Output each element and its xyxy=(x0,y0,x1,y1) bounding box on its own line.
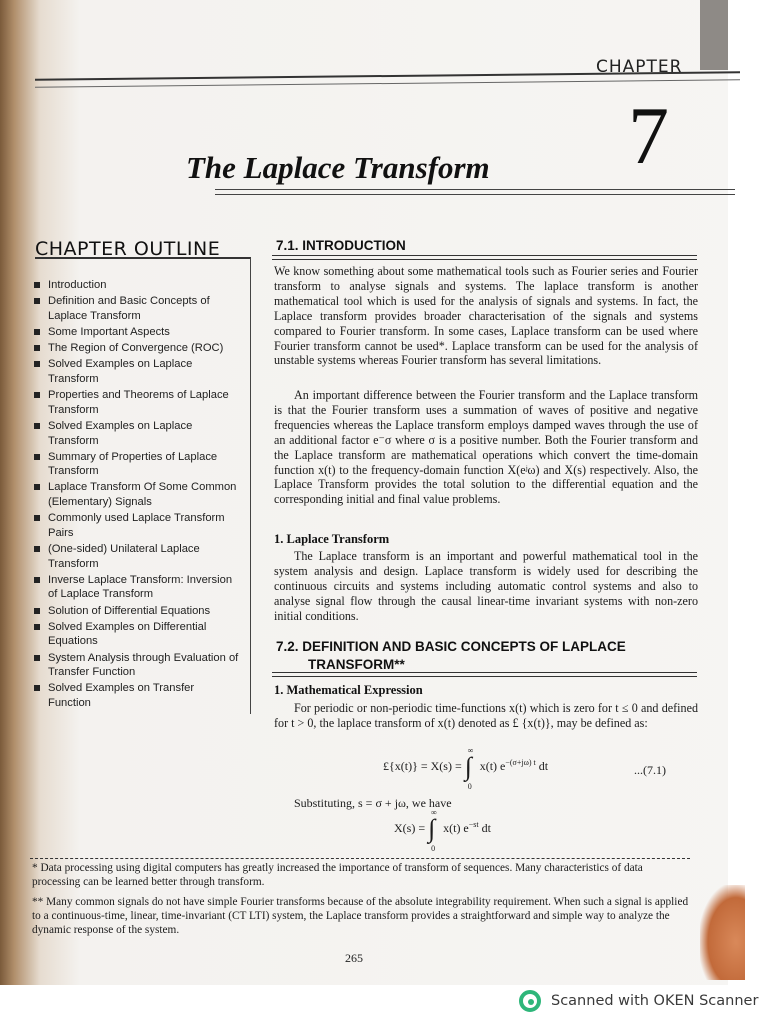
eq1-exponent: −(σ+jω) t xyxy=(505,757,536,767)
intro-paragraph-2: An important difference between the Fourier transform and the Laplace transform is that the Fourier transform uses a summation of waves of positive and negative frequencies whereas the Laplace transform employs damped waves through the use of an additional factor e⁻σ where σ is a positive number. Both the Fourier transform and the Laplace transform are mathematical operations which convert the time-domain function x(t) to the frequency-domain function X(eʲω) and X(s) respectively. Also, the Laplace Transform provides the total solution to the differential equation and the corresponding initial and final value problems. xyxy=(274,388,698,507)
subheading-laplace-transform: 1. Laplace Transform xyxy=(274,532,390,546)
thumb-shadow xyxy=(700,885,745,980)
outline-item-label: Properties and Theorems of Laplace Transform xyxy=(48,389,229,416)
square-bullet-icon xyxy=(34,577,40,583)
square-bullet-icon xyxy=(34,515,40,521)
upper-limit: ∞ xyxy=(467,746,474,755)
eq2-rhs: x(t) e xyxy=(443,820,469,835)
outline-item xyxy=(34,278,239,293)
square-bullet-icon xyxy=(34,282,40,288)
footnote-1: * Data processing using digital computers has greatly increased the importance of transform of sequences. Many characteristics of data processing can be learned better through transform. xyxy=(32,862,643,888)
outline-item xyxy=(34,604,239,619)
square-bullet-icon xyxy=(34,329,40,335)
eq1-dt: dt xyxy=(535,758,549,773)
scanner-logo-icon xyxy=(519,990,541,1012)
equation-7-1 xyxy=(383,746,549,791)
section-heading-definition: 7.2. DEFINITION AND BASIC CONCEPTS OF LAPLACE xyxy=(276,639,626,654)
lower-limit: 0 xyxy=(467,782,472,791)
lower-limit: 0 xyxy=(431,844,436,853)
square-bullet-icon xyxy=(34,298,40,304)
page-number: 265 xyxy=(345,951,363,965)
square-bullet-icon xyxy=(34,392,40,398)
outline-item xyxy=(34,294,239,323)
outline-item-label: Solved Examples on Differential Equations xyxy=(48,620,207,648)
outline-item-label: System Analysis through Evaluation of Transfer Function xyxy=(48,651,239,679)
outline-item xyxy=(34,450,239,479)
square-bullet-icon xyxy=(34,624,40,630)
outline-item-label: Solved Examples on Laplace Transform xyxy=(48,358,193,385)
outline-item xyxy=(34,325,239,340)
eq2-exponent: −st xyxy=(468,819,479,829)
outline-item-label: Laplace Transform Of Some Common (Elementary) Signals xyxy=(48,481,237,509)
outline-item xyxy=(34,620,239,649)
title-rule xyxy=(215,189,735,195)
section-heading-intro: 7.1. INTRODUCTION xyxy=(276,238,406,253)
chapter-number: 7 xyxy=(628,90,669,181)
square-bullet-icon xyxy=(34,484,40,490)
square-bullet-icon xyxy=(34,454,40,460)
square-bullet-icon xyxy=(34,685,40,691)
outline-item-label: Some Important Aspects xyxy=(48,325,170,338)
eq2-dt: dt xyxy=(478,820,491,835)
chapter-label: CHAPTER xyxy=(596,57,683,77)
integral-sign: ∫ ∞ 0 xyxy=(464,746,474,791)
outline-list xyxy=(34,278,239,712)
outline-item xyxy=(34,341,239,356)
outline-item-label: Inverse Laplace Transform: Inversion of Laplace Transform xyxy=(48,573,233,601)
square-bullet-icon xyxy=(34,345,40,351)
eq1-rhs: x(t) e xyxy=(479,758,506,773)
section-heading-definition-cont: TRANSFORM** xyxy=(308,657,405,672)
outline-item-label: The Region of Convergence (ROC) xyxy=(48,342,224,355)
outline-item xyxy=(34,419,239,448)
outline-item-label: Solved Examples on Transfer Function xyxy=(48,682,195,709)
outline-title: CHAPTER OUTLINE xyxy=(35,238,221,260)
square-bullet-icon xyxy=(34,423,40,429)
square-bullet-icon xyxy=(34,655,40,661)
section-rule xyxy=(272,672,697,677)
substituting-text: Substituting, s = σ + jω, we have xyxy=(294,796,452,810)
outline-item-label: Commonly used Laplace Transform Pairs xyxy=(48,512,225,539)
subheading-math-expression: 1. Mathematical Expression xyxy=(274,683,423,697)
section-rule xyxy=(272,255,697,260)
scanner-watermark xyxy=(519,990,758,1012)
outline-item-label: Solved Examples on Laplace Transform xyxy=(48,419,193,447)
outline-item-label: Solution of Differential Equations xyxy=(48,604,211,617)
square-bullet-icon xyxy=(34,361,40,367)
page-edge xyxy=(728,0,768,1024)
square-bullet-icon xyxy=(34,608,40,614)
equation-xs xyxy=(394,808,491,853)
upper-limit: ∞ xyxy=(431,808,437,817)
square-bullet-icon xyxy=(34,546,40,552)
page-title: The Laplace Transform xyxy=(186,150,490,185)
outline-item xyxy=(34,542,239,571)
outline-item xyxy=(34,651,239,680)
outline-item xyxy=(34,388,239,417)
outline-item xyxy=(34,681,239,710)
scanner-text: Scanned with OKEN Scanner xyxy=(551,993,759,1009)
math-paragraph: For periodic or non-periodic time-functions x(t) which is zero for t ≤ 0 and defined for t > 0, the laplace transform of x(t) denoted as £ {x(t)}, may be defined as: xyxy=(274,701,698,730)
intro-paragraph-1: We know something about some mathematical tools such as Fourier series and Fourier transform to analyse signals and systems. The laplace transform is another mathematical tool which is used for the analysis of signals and systems. In fact, the Laplace transform provides broader characterisation of the signals and systems compared to Fourier transform. In some cases, Laplace transform can be used where Fourier transform cannot be used*. Laplace transform can be used for the analysis of unstable systems whereas Fourier transform has several limitations. xyxy=(274,264,698,368)
laplace-paragraph: The Laplace transform is an important and powerful mathematical tool in the system analysis and design. Laplace transform is widely used for describing the continuous circuits and systems including automatic control systems and also to analyse signal flow through the causal linear-time invariant systems with non-zero initial conditions. xyxy=(274,549,698,623)
equation-number: ...(7.1) xyxy=(634,763,666,777)
eq1-lhs: £{x(t)} = X(s) = xyxy=(383,758,462,773)
outline-item-label: (One-sided) Unilateral Laplace Transform xyxy=(48,543,200,570)
outline-item xyxy=(34,511,239,540)
integral-sign: ∫ ∞ 0 xyxy=(428,808,437,853)
outline-item-label: Summary of Properties of Laplace Transform xyxy=(48,450,218,478)
outline-item xyxy=(34,357,239,386)
outline-item xyxy=(34,480,239,509)
outline-item-label: Introduction xyxy=(48,279,107,291)
outline-item-label: Definition and Basic Concepts of Laplace Transform xyxy=(48,295,210,322)
footnote-divider xyxy=(30,858,690,859)
eq2-lhs: X(s) = xyxy=(394,820,426,835)
outline-item xyxy=(34,573,239,602)
footnote-2: ** Many common signals do not have simple Fourier transforms because of the absolute integrability requirement. When such a signal is applied to a continuous-time, linear, time-invariant (CT LTI) system, the Laplace transform provides a straightforward and simple way to analyze the dynamic response of the system. xyxy=(32,896,689,936)
